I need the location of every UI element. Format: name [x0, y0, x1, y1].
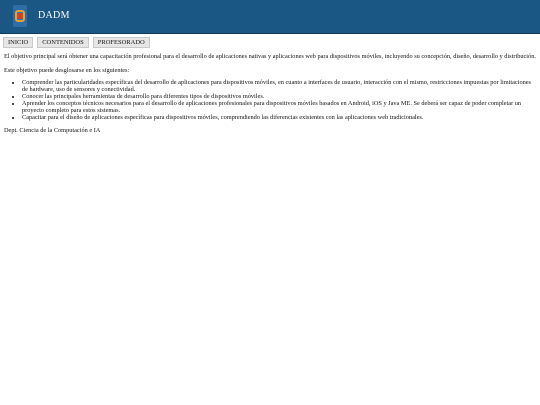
department-name: Dept. Ciencia de la Computación e IA	[4, 127, 101, 134]
site-header	[0, 0, 540, 34]
goals-list	[4, 79, 536, 121]
list-item: • Capacitar para el diseño de aplicaciones específicas para dispositivos móviles, comprendiendo las diferencias existentes con las aplicaciones web tradicionales.	[22, 114, 536, 121]
nav-item-profesorado[interactable]: PROFESORADO	[93, 37, 150, 48]
list-item: • Aprender los conceptos técnicos necesarios para el desarrollo de aplicaciones profesionales para dispositivos móviles basados en Android, iOS y Java ME. Se deberá ser capaz de poder completar un proyecto completo para estos sistemas.	[22, 100, 536, 114]
nav-item-inicio[interactable]: INICIO	[3, 37, 33, 48]
site-title: DADM	[38, 10, 70, 21]
breakdown-intro: Este objetivo puede desglosarse en los siguientes:	[4, 67, 130, 74]
main-nav	[0, 34, 540, 48]
university-shield-icon[interactable]	[13, 5, 27, 27]
main-content	[0, 53, 540, 121]
nav-item-contenidos[interactable]: CONTENIDOS	[37, 37, 89, 48]
list-item: • Comprender las particularidades específicas del desarrollo de aplicaciones para dispositivos móviles, en cuanto a interfaces de usuario, interacción con el mismo, restricciones impuestas por limitaciones de hardware, uso de sensores y conectividad.	[22, 79, 536, 93]
objective-paragraph: El objetivo principal será obtener una capacitación profesional para el desarrollo de aplicaciones nativas y aplicaciones web para dispositivos móviles, incluyendo su concepción, diseño, desarrollo y distribución.	[4, 53, 536, 60]
list-item: • Conocer las principales herramientas de desarrollo para diferentes tipos de dispositivos móviles.	[22, 93, 536, 100]
page-footer	[0, 127, 540, 134]
